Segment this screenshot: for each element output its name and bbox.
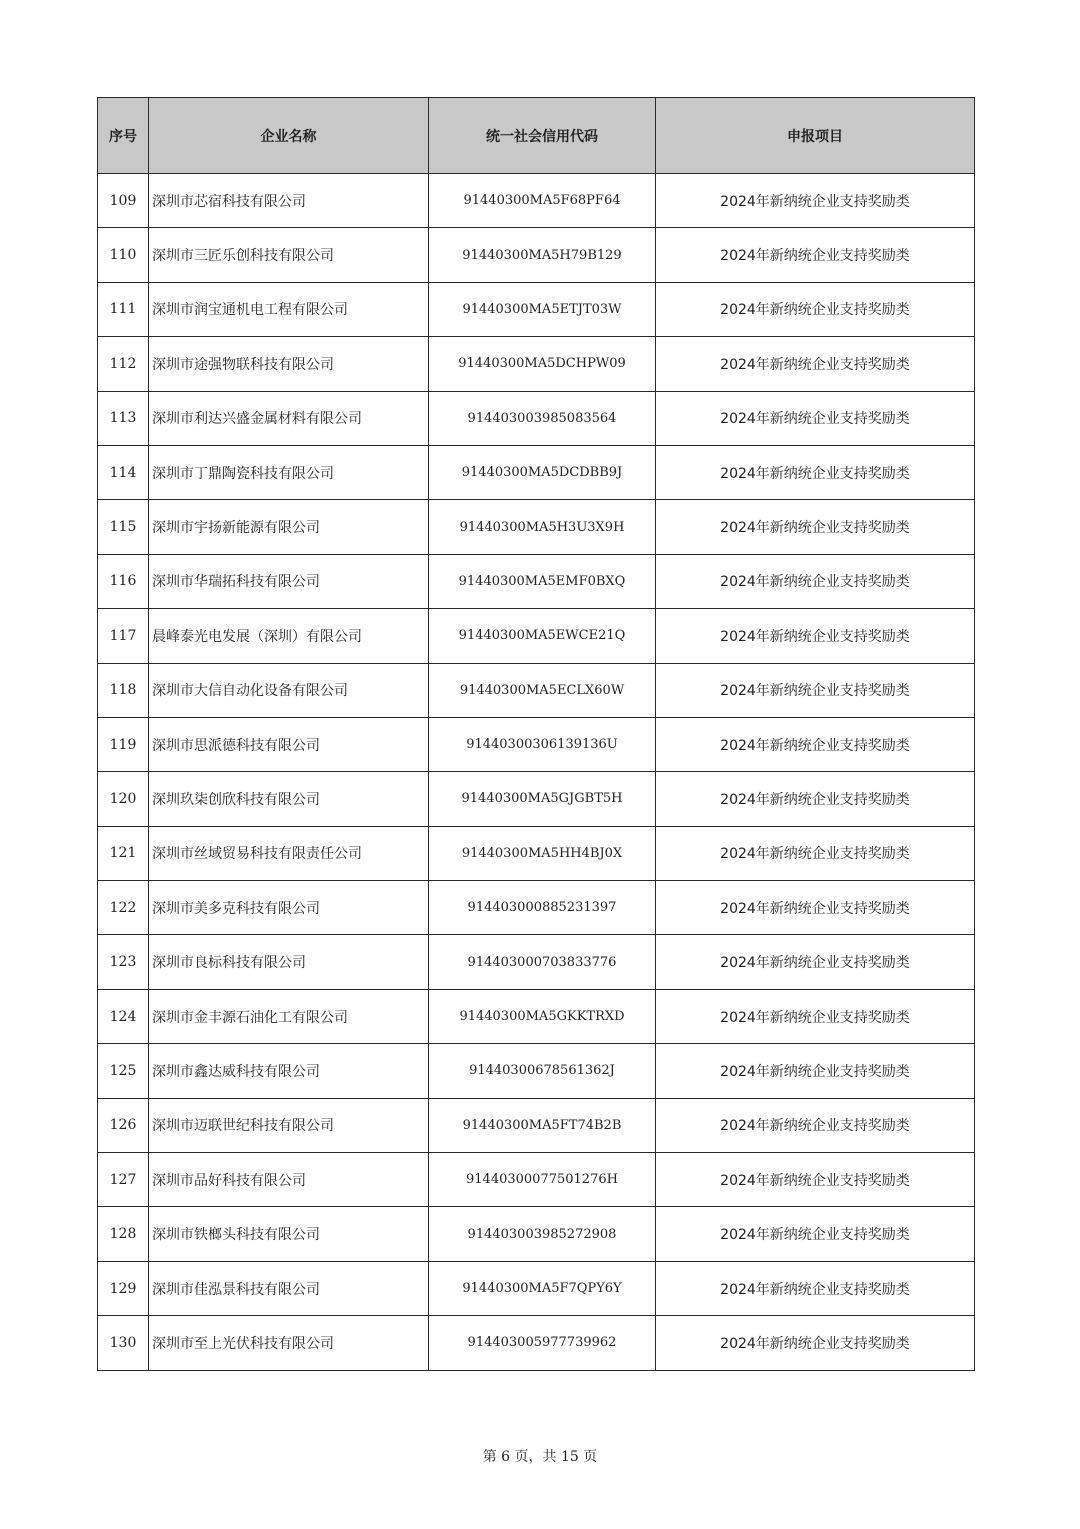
table-row <box>98 935 975 989</box>
application-item-cell: 2024年新纳统企业支持奖励类 <box>656 228 975 282</box>
serial-number-cell: 127 <box>98 1153 149 1207</box>
serial-number-cell: 125 <box>98 1044 149 1098</box>
credit-code-cell: 91440300MA5EMF0BXQ <box>429 554 656 608</box>
company-name-cell: 深圳市途强物联科技有限公司 <box>149 337 429 391</box>
credit-code-cell: 91440300MA5HH4BJ0X <box>429 826 656 880</box>
table-body <box>98 174 975 1371</box>
credit-code-cell: 91440300MA5FT74B2B <box>429 1098 656 1152</box>
application-item-cell: 2024年新纳统企业支持奖励类 <box>656 826 975 880</box>
table-row <box>98 772 975 826</box>
table-row <box>98 1153 975 1207</box>
serial-number-cell: 110 <box>98 228 149 282</box>
serial-number-cell: 123 <box>98 935 149 989</box>
credit-code-cell: 91440300MA5EWCE21Q <box>429 609 656 663</box>
credit-code-cell: 914403000885231397 <box>429 881 656 935</box>
table-row <box>98 554 975 608</box>
application-item-cell: 2024年新纳统企业支持奖励类 <box>656 500 975 554</box>
table-row <box>98 826 975 880</box>
page-number-label: 第 6 页，共 15 页 <box>482 1449 598 1465</box>
table-row <box>98 282 975 336</box>
table-row <box>98 228 975 282</box>
company-name-cell: 深圳市至上光伏科技有限公司 <box>149 1316 429 1370</box>
header-application-item: 申报项目 <box>656 98 975 174</box>
serial-number-cell: 129 <box>98 1261 149 1315</box>
credit-code-cell: 91440300MA5F7QPY6Y <box>429 1261 656 1315</box>
serial-number-cell: 121 <box>98 826 149 880</box>
application-item-cell: 2024年新纳统企业支持奖励类 <box>656 1044 975 1098</box>
credit-code-cell: 914403005977739962 <box>429 1316 656 1370</box>
company-name-cell: 深圳市丁鼎陶瓷科技有限公司 <box>149 445 429 499</box>
credit-code-cell: 91440300MA5H3U3X9H <box>429 500 656 554</box>
serial-number-cell: 117 <box>98 609 149 663</box>
application-item-cell: 2024年新纳统企业支持奖励类 <box>656 935 975 989</box>
company-name-cell: 深圳市品好科技有限公司 <box>149 1153 429 1207</box>
credit-code-cell: 91440300MA5ECLX60W <box>429 663 656 717</box>
serial-number-cell: 115 <box>98 500 149 554</box>
serial-number-cell: 114 <box>98 445 149 499</box>
application-item-cell: 2024年新纳统企业支持奖励类 <box>656 282 975 336</box>
company-name-cell: 深圳市良标科技有限公司 <box>149 935 429 989</box>
header-serial-number: 序号 <box>98 98 149 174</box>
application-item-cell: 2024年新纳统企业支持奖励类 <box>656 1153 975 1207</box>
company-name-cell: 深圳市金丰源石油化工有限公司 <box>149 989 429 1043</box>
application-item-cell: 2024年新纳统企业支持奖励类 <box>656 1316 975 1370</box>
header-row <box>98 98 975 174</box>
company-name-cell: 深圳市华瑞拓科技有限公司 <box>149 554 429 608</box>
company-name-cell: 晨峰泰光电发展（深圳）有限公司 <box>149 609 429 663</box>
serial-number-cell: 122 <box>98 881 149 935</box>
serial-number-cell: 109 <box>98 174 149 228</box>
credit-code-cell: 91440300MA5F68PF64 <box>429 174 656 228</box>
table-row <box>98 609 975 663</box>
serial-number-cell: 113 <box>98 391 149 445</box>
application-item-cell: 2024年新纳统企业支持奖励类 <box>656 881 975 935</box>
company-name-cell: 深圳市美多克科技有限公司 <box>149 881 429 935</box>
page-footer <box>0 1446 1080 1466</box>
company-name-cell: 深圳市思派德科技有限公司 <box>149 717 429 771</box>
company-name-cell: 深圳市大信自动化设备有限公司 <box>149 663 429 717</box>
application-item-cell: 2024年新纳统企业支持奖励类 <box>656 1207 975 1261</box>
company-name-cell: 深圳玖柒创欣科技有限公司 <box>149 772 429 826</box>
serial-number-cell: 126 <box>98 1098 149 1152</box>
application-item-cell: 2024年新纳统企业支持奖励类 <box>656 391 975 445</box>
table-row <box>98 1316 975 1370</box>
serial-number-cell: 118 <box>98 663 149 717</box>
table-row <box>98 445 975 499</box>
application-item-cell: 2024年新纳统企业支持奖励类 <box>656 174 975 228</box>
company-name-cell: 深圳市润宝通机电工程有限公司 <box>149 282 429 336</box>
company-name-cell: 深圳市铁榔头科技有限公司 <box>149 1207 429 1261</box>
credit-code-cell: 914403003985272908 <box>429 1207 656 1261</box>
table-row <box>98 1098 975 1152</box>
table-row <box>98 1207 975 1261</box>
table-row <box>98 989 975 1043</box>
serial-number-cell: 128 <box>98 1207 149 1261</box>
company-name-cell: 深圳市芯宿科技有限公司 <box>149 174 429 228</box>
application-item-cell: 2024年新纳统企业支持奖励类 <box>656 989 975 1043</box>
credit-code-cell: 91440300MA5DCHPW09 <box>429 337 656 391</box>
company-name-cell: 深圳市丝域贸易科技有限责任公司 <box>149 826 429 880</box>
company-name-cell: 深圳市三匠乐创科技有限公司 <box>149 228 429 282</box>
credit-code-cell: 91440300306139136U <box>429 717 656 771</box>
table-row <box>98 1044 975 1098</box>
serial-number-cell: 112 <box>98 337 149 391</box>
application-item-cell: 2024年新纳统企业支持奖励类 <box>656 609 975 663</box>
serial-number-cell: 130 <box>98 1316 149 1370</box>
header-credit-code: 统一社会信用代码 <box>429 98 656 174</box>
credit-code-cell: 914403000703833776 <box>429 935 656 989</box>
company-name-cell: 深圳市宇扬新能源有限公司 <box>149 500 429 554</box>
credit-code-cell: 91440300077501276H <box>429 1153 656 1207</box>
table-row <box>98 500 975 554</box>
serial-number-cell: 116 <box>98 554 149 608</box>
serial-number-cell: 120 <box>98 772 149 826</box>
table-row <box>98 337 975 391</box>
enterprise-table <box>97 97 975 1371</box>
application-item-cell: 2024年新纳统企业支持奖励类 <box>656 1098 975 1152</box>
credit-code-cell: 91440300MA5DCDBB9J <box>429 445 656 499</box>
credit-code-cell: 91440300MA5H79B129 <box>429 228 656 282</box>
application-item-cell: 2024年新纳统企业支持奖励类 <box>656 717 975 771</box>
serial-number-cell: 119 <box>98 717 149 771</box>
table-row <box>98 1261 975 1315</box>
application-item-cell: 2024年新纳统企业支持奖励类 <box>656 1261 975 1315</box>
company-name-cell: 深圳市迈联世纪科技有限公司 <box>149 1098 429 1152</box>
table-row <box>98 717 975 771</box>
company-name-cell: 深圳市利达兴盛金属材料有限公司 <box>149 391 429 445</box>
credit-code-cell: 91440300MA5ETJT03W <box>429 282 656 336</box>
serial-number-cell: 124 <box>98 989 149 1043</box>
application-item-cell: 2024年新纳统企业支持奖励类 <box>656 445 975 499</box>
application-item-cell: 2024年新纳统企业支持奖励类 <box>656 337 975 391</box>
company-name-cell: 深圳市鑫达威科技有限公司 <box>149 1044 429 1098</box>
table-row <box>98 881 975 935</box>
table-row <box>98 663 975 717</box>
serial-number-cell: 111 <box>98 282 149 336</box>
application-item-cell: 2024年新纳统企业支持奖励类 <box>656 554 975 608</box>
credit-code-cell: 91440300MA5GJGBT5H <box>429 772 656 826</box>
table-row <box>98 174 975 228</box>
header-company-name: 企业名称 <box>149 98 429 174</box>
credit-code-cell: 91440300MA5GKKTRXD <box>429 989 656 1043</box>
company-name-cell: 深圳市佳泓景科技有限公司 <box>149 1261 429 1315</box>
application-item-cell: 2024年新纳统企业支持奖励类 <box>656 663 975 717</box>
credit-code-cell: 91440300678561362J <box>429 1044 656 1098</box>
table-header <box>98 98 975 174</box>
table-row <box>98 391 975 445</box>
application-item-cell: 2024年新纳统企业支持奖励类 <box>656 772 975 826</box>
credit-code-cell: 914403003985083564 <box>429 391 656 445</box>
